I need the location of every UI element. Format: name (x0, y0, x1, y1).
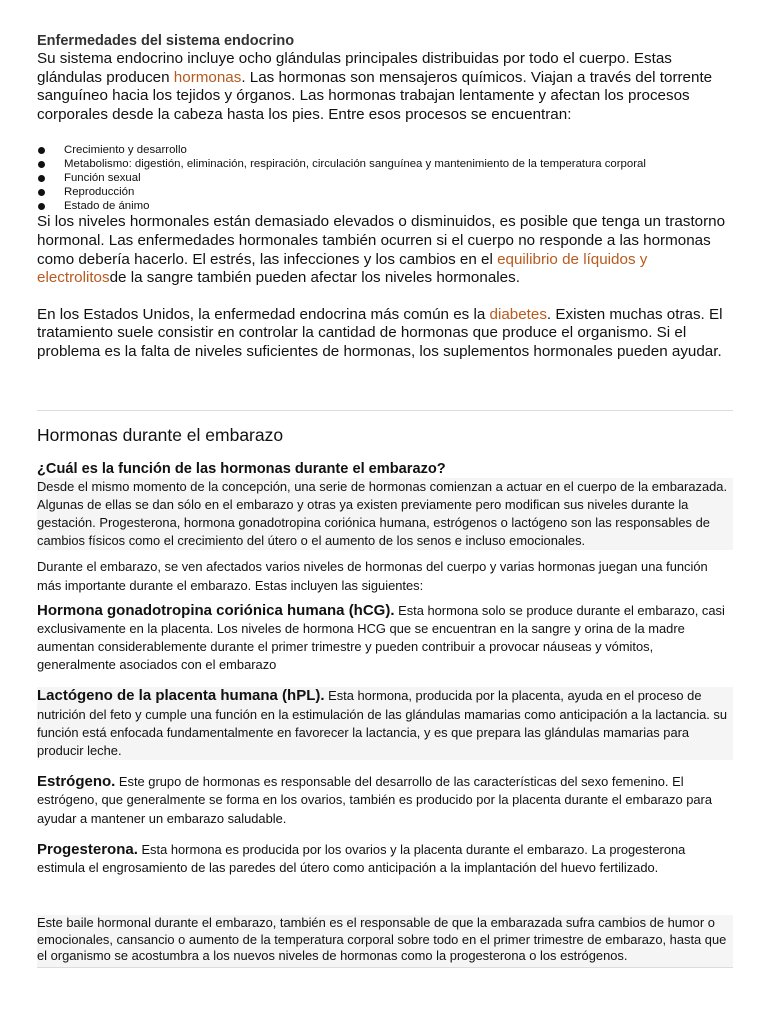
diabetes-link[interactable]: diabetes (489, 305, 547, 323)
list-item: Función sexual (37, 171, 733, 185)
hormone-term: Progesterona. (37, 840, 138, 858)
hormone-description: Esta hormona es producida por los ovarios y la placenta durante el embarazo. La progesterona estimula el engrosamiento de las paredes del útero como anticipación a la implantación del huevo fertilizado. (37, 841, 686, 875)
disorder-text-end: de la sangre también pueden afectar los niveles hormonales. (109, 269, 520, 287)
fluid-electrolyte-link[interactable]: equilibrio de líquidos y electrolitos (37, 250, 648, 287)
intro-text-end: . Las hormonas son mensajeros químicos. Viajan a través del torrente sanguíneo hacia los tejidos y órganos. Las hormonas trabajan lentamente y afectan los procesos corporales desde la cabeza hasta los pies. Entre esos procesos se encuentran: (37, 68, 713, 123)
section-heading-endocrine: Enfermedades del sistema endocrino (37, 33, 295, 49)
hormonal-disorder-paragraph (37, 213, 733, 287)
hormone-description: Este grupo de hormonas es responsable del desarrollo de las características del sexo femenino. El estrógeno, que generalmente se forma en los ovarios, también es producido por la placenta durante el embarazo para ayudar a mantener un embarazo saludable. (37, 774, 713, 826)
hormonas-link[interactable]: hormonas (173, 68, 242, 86)
faq-question: ¿Cuál es la función de las hormonas durante el embarazo? (37, 460, 446, 477)
list-item: Reproducción (37, 185, 733, 199)
diabetes-text-end: . Existen muchas otras. El tratamiento suele consistir en controlar la cantidad de hormonas que produce el organismo. Si el problema es la falta de niveles suficientes de hormonas, los suplementos hormonales pueden ayudar. (37, 305, 723, 360)
hormone-description: Esta hormona solo se produce durante el embarazo, casi exclusivamente en la placenta. Los niveles de hormona HCG que se encuentran en la sangre y orina de la madre aumentan considerablemente durante el primer trimestre y pueden contribuir a provocar náuseas y vómitos, generalmente asociados con el embarazo (37, 602, 725, 673)
hormone-entry-hpl (37, 687, 733, 760)
list-item: Estado de ánimo (37, 199, 733, 213)
hormone-description: Esta hormona, producida por la placenta, ayuda en el proceso de nutrición del feto y cumple una función en la estimulación de las glándulas mamarias como anticipación a la lactancia. su función está enfocada fundamentalmente en favorecer la lactancia, y es que prepara las glándulas mamarias para producir leche. (37, 688, 728, 759)
disorder-text-start: Si los niveles hormonales están demasiado elevados o disminuidos, es posible que tenga un trastorno hormonal. Las enfermedades hormonales también ocurren si el cuerpo no responde a las hormonas como debería hacerlo. El estrés, las infecciones y los cambios en el (37, 213, 726, 268)
intro-paragraph (37, 50, 733, 124)
hormone-entry-hcg (37, 602, 733, 675)
hormone-term: Hormona gonadotropina coriónica humana (hCG). (37, 601, 395, 619)
list-item: Crecimiento y desarrollo (37, 143, 733, 157)
hormone-entry-estrogen (37, 773, 733, 828)
hormone-list-lead: Durante el embarazo, se ven afectados varios niveles de hormonas del cuerpo y varias hormonas juegan una función más importante durante el embarazo. Estas incluyen las siguientes: (37, 559, 708, 593)
faq-answer: Desde el mismo momento de la concepción, una serie de hormonas comienzan a actuar en el cuerpo de la embarazada. Algunas de ellas se dan sólo en el embarazo y otras ya existen previamente pero modifican sus niveles durante la gestación. Progesterona, hormona gonadotropina coriónica humana, estrógenos o lactógeno son las responsables de cambios físicos como el crecimiento del útero o el aumento de los senos e incluso emocionales. (37, 478, 733, 551)
document-page (37, 33, 733, 980)
section-title-pregnancy: Hormonas durante el embarazo (37, 424, 284, 445)
hormone-term: Estrógeno. (37, 773, 116, 791)
intro-text-start: Su sistema endocrino incluye ocho glándulas principales distribuidas por todo el cuerpo. Estas glándulas producen (37, 50, 672, 86)
list-item: Metabolismo: digestión, eliminación, respiración, circulación sanguínea y mantenimiento de la temperatura corporal (37, 157, 733, 171)
diabetes-paragraph (37, 306, 733, 362)
section-divider (37, 410, 733, 411)
hormone-term: Lactógeno de la placenta humana (hPL). (37, 687, 325, 705)
process-list (37, 143, 733, 213)
diabetes-text-start: En los Estados Unidos, la enfermedad endocrina más común es la (37, 305, 490, 323)
closing-paragraph: Este baile hormonal durante el embarazo, también es el responsable de que la embarazada sufra cambios de humor o emocionales, cansancio o aumento de la temperatura corporal sobre todo en el primer trimestre de embarazo, hasta que el organismo se acostumbra a los nuevos niveles de hormonas como la progesterona o los estrógenos. (37, 915, 733, 968)
hormone-entry-progesterone (37, 841, 733, 877)
